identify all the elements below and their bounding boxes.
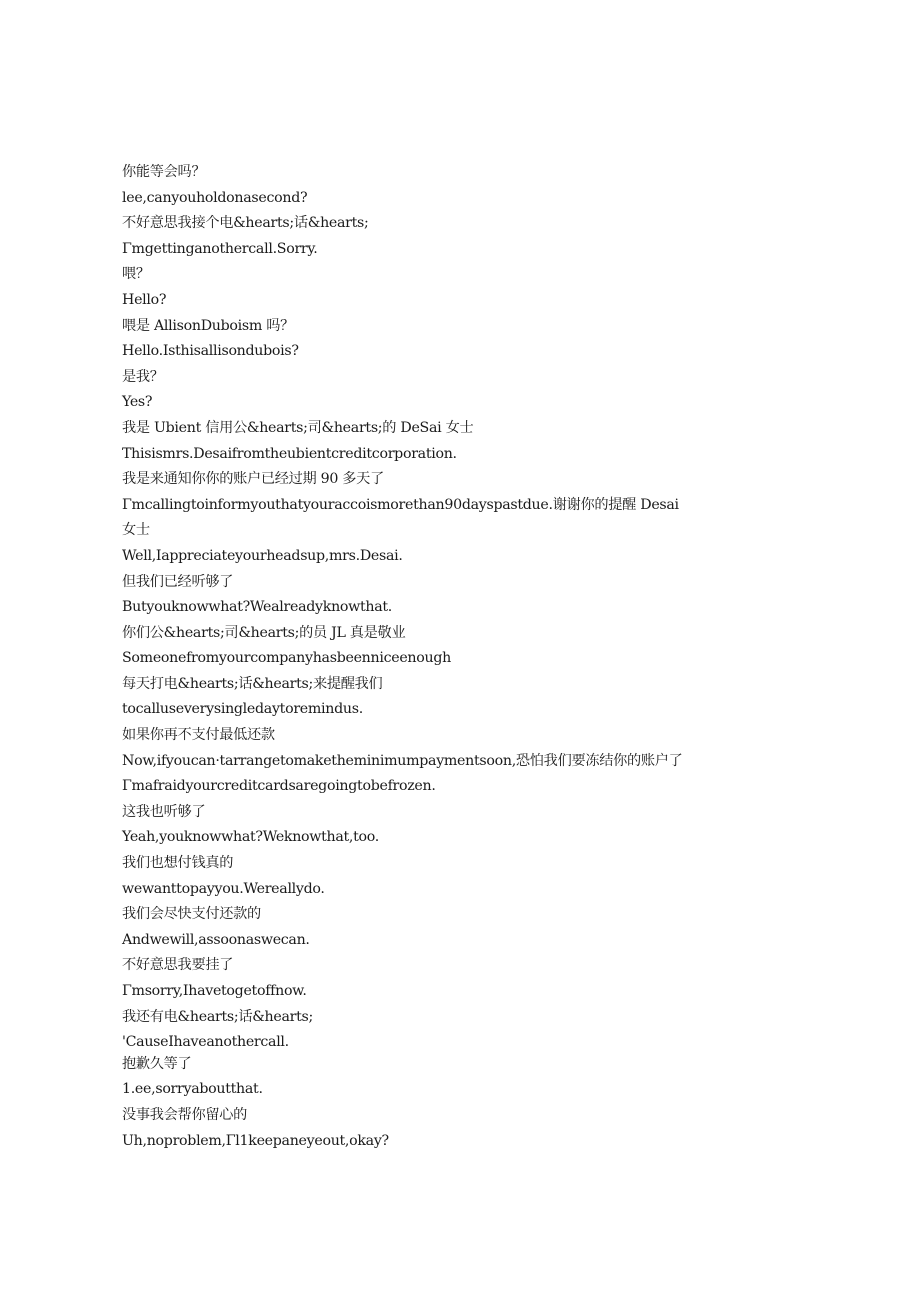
text-line: Γmgettinganothercall.Sorry.	[122, 240, 318, 257]
text-line: 每天打电&hearts;话&hearts;来提醒我们	[122, 675, 383, 692]
text-line: Butyouknowwhat?Wealreadyknowthat.	[122, 599, 393, 616]
text-line: 你们公&hearts;司&hearts;的员 JL 真是敬业	[122, 624, 406, 641]
text-line: 喂是 AllisonDuboism 吗？	[122, 317, 294, 334]
text-line: Yeah,youknowwhat?Weknowthat,too.	[122, 829, 379, 846]
text-line: 是我？	[122, 368, 164, 385]
text-line: 1.ee,sorryaboutthat.	[122, 1081, 263, 1098]
text-line: Andwewill,assoonaswecan.	[122, 931, 310, 948]
text-line: Well,Iappreciateyourheadsup,mrs.Desai.	[122, 547, 403, 564]
text-line: 没事我会帮你留心的	[122, 1106, 247, 1123]
text-line: Now,ifyoucan·tarrangetomaketheminimumpaymentsoon,恐怕我们要冻结你的账户了	[122, 752, 683, 769]
text-line: Uh,noproblem,Γl1keepaneyeout,okay?	[122, 1132, 389, 1149]
text-line: 如果你再不支付最低还款	[122, 727, 275, 744]
text-line: Hello.Isthisallisondubois?	[122, 343, 299, 360]
text-line: 这我也听够了	[122, 803, 206, 820]
text-line: 不好意思我接个电&hearts;话&hearts;	[122, 215, 369, 232]
text-line: 喂？	[122, 266, 150, 283]
text-line: wewanttopayyou.Wereallydo.	[122, 880, 325, 897]
text-line: 我们会尽快支付还款的	[122, 906, 261, 923]
text-line: Hello?	[122, 291, 167, 308]
text-line: 但我们已经听够了	[122, 573, 234, 590]
text-line: Thisismrs.Desaifromtheubientcreditcorporation.	[122, 445, 457, 462]
text-line: Γmsorry,Ihavetogetoffnow.	[122, 983, 307, 999]
text-line: 'CauseIhaveanothercall.	[122, 1034, 289, 1051]
text-line: Γmcallingtoinformyouthatyouraccoismorethan90dayspastdue.谢谢你的提醒 Desai 女士	[122, 496, 679, 539]
transcript-page	[122, 160, 702, 1154]
text-line: lee,canyouholdonasecond?	[122, 189, 308, 206]
text-line: Γmafraidyourcreditcardsaregoingtobefrozen.	[122, 778, 436, 795]
text-line: 我还有电&hearts;话&hearts;	[122, 1008, 313, 1025]
text-line: Someonefromyourcompanyhasbeenniceenough	[122, 650, 451, 667]
text-line: 抱歉久等了	[122, 1055, 192, 1072]
text-line: Yes?	[122, 394, 153, 411]
text-line: 你能等会吗？	[122, 164, 206, 180]
text-line: 不好意思我要挂了	[122, 957, 234, 974]
text-line: tocalluseverysingledaytoremindus.	[122, 701, 363, 718]
text-line: 我们也想付钱真的	[122, 855, 234, 872]
text-line: 我是 Ubient 信用公&hearts;司&hearts;的 DeSai 女士	[122, 419, 474, 436]
text-line: 我是来通知你你的账户已经过期 90 多天了	[122, 471, 384, 488]
